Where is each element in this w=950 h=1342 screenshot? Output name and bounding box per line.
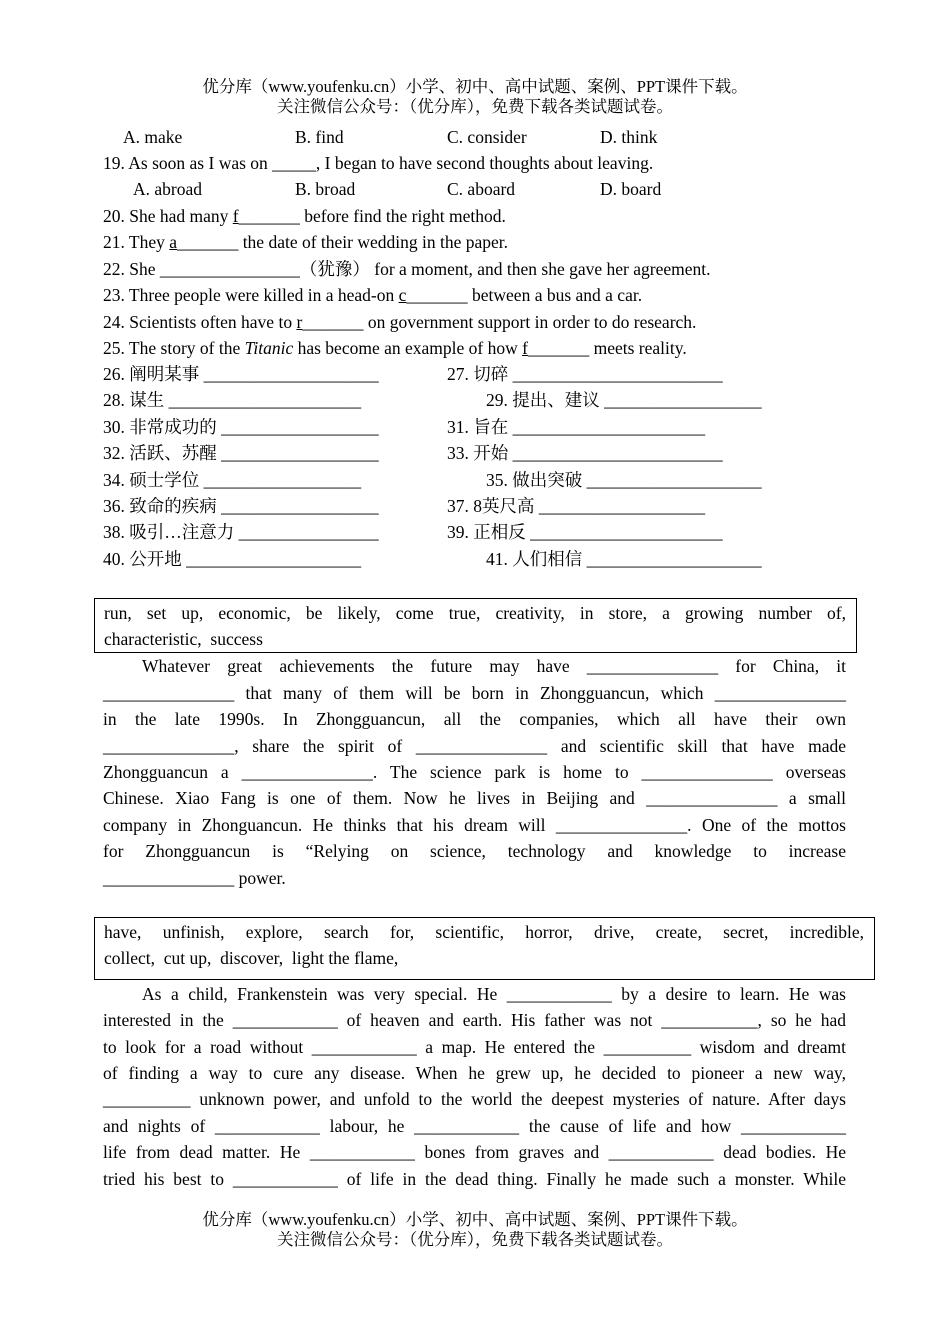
word-bank-2-line-2: collect, cut up, discover, light the flame, bbox=[104, 948, 399, 968]
vocab-item: 38. 吸引…注意力 ________________ bbox=[103, 522, 379, 542]
question-24: 24. Scientists often have to r_______ on government support in order to do research. bbox=[103, 312, 697, 332]
vocab-item: 30. 非常成功的 __________________ bbox=[103, 417, 379, 437]
passage-2-line: and nights of ____________ labour, he ____________ the cause of life and how ____________ bbox=[103, 1116, 846, 1136]
page-header bbox=[0, 77, 950, 117]
question-22: 22. She ________________（犹豫） for a moment, and then she gave her agreement. bbox=[103, 259, 711, 279]
footer-line-2: 关注微信公众号：（优分库），免费下载各类试题试卷。 bbox=[277, 1230, 673, 1249]
footer-line-1: 优分库（www.youfenku.cn）小学、初中、高中试题、案例、PPT课件下载。 bbox=[202, 1210, 748, 1229]
question-23: 23. Three people were killed in a head-on c_______ between a bus and a car. bbox=[103, 285, 643, 305]
vocab-item: 28. 谋生 ______________________ bbox=[103, 390, 362, 410]
q19-option-c: C. aboard bbox=[447, 179, 516, 199]
vocab-item: 33. 开始 ________________________ bbox=[447, 443, 723, 463]
passage-1-line: company in Zhonguancun. He thinks that his dream will _______________. One of the mottos bbox=[103, 815, 846, 835]
q20-blank: _______ bbox=[238, 206, 300, 226]
passage-1-line: _______________, share the spirit of _______________ and scientific skill that have made bbox=[103, 736, 846, 756]
word-bank-box-2 bbox=[94, 917, 875, 980]
vocab-item: 40. 公开地 ____________________ bbox=[103, 549, 362, 569]
passage-2-line: to look for a road without ____________ a map. He entered the __________ wisdom and dreamt bbox=[103, 1037, 846, 1057]
q20-hint-letter: f bbox=[232, 206, 239, 226]
q19-option-a: A. abroad bbox=[133, 179, 203, 199]
vocab-item: 35. 做出突破 ____________________ bbox=[486, 470, 762, 490]
vocab-item: 31. 旨在 ______________________ bbox=[447, 417, 706, 437]
header-line-1: 优分库（www.youfenku.cn）小学、初中、高中试题、案例、PPT课件下载。 bbox=[202, 77, 748, 96]
passage-2-line: tried his best to ____________ of life in the dead thing. Finally he made such a monster. While bbox=[103, 1169, 846, 1189]
vocab-item: 37. 8英尺高 ___________________ bbox=[447, 496, 706, 516]
q19-option-d: D. board bbox=[600, 179, 662, 199]
passage-2-line: life from dead matter. He ____________ bones from graves and ____________ dead bodies. He bbox=[103, 1142, 846, 1162]
passage-2-line: __________ unknown power, and unfold to the world the deepest mysteries of nature. After days bbox=[103, 1089, 846, 1109]
vocab-item: 32. 活跃、苏醒 __________________ bbox=[103, 443, 379, 463]
q23-hint-letter: c bbox=[398, 285, 407, 305]
q18-option-d: D. think bbox=[600, 127, 658, 147]
question-21: 21. They a_______ the date of their wedding in the paper. bbox=[103, 232, 509, 252]
q18-option-b: B. find bbox=[295, 127, 344, 147]
q24-hint-letter: r bbox=[296, 312, 303, 332]
q18-option-c: C. consider bbox=[447, 127, 527, 147]
passage-1-line: _______________ power. bbox=[103, 868, 286, 888]
header-line-2: 关注微信公众号：（优分库），免费下载各类试题试卷。 bbox=[277, 97, 673, 116]
q23-blank: _______ bbox=[406, 285, 468, 305]
passage-1-line: for Zhongguancun is “Relying on science, technology and knowledge to increase bbox=[103, 841, 846, 861]
passage-1-line: Chinese. Xiao Fang is one of them. Now he lives in Beijing and _______________ a small bbox=[103, 788, 846, 808]
q21-hint-letter: a bbox=[169, 232, 178, 252]
passage-1-line: Zhongguancun a _______________. The science park is home to _______________ overseas bbox=[103, 762, 846, 782]
question-25: 25. The story of the Titanic has become an example of how f_______ meets reality. bbox=[103, 338, 687, 358]
word-bank-2-line-1: have, unfinish, explore, search for, scientific, horror, drive, create, secret, incredible, bbox=[104, 922, 864, 942]
vocab-item: 29. 提出、建议 __________________ bbox=[486, 390, 762, 410]
passage-1-line: _______________ that many of them will be born in Zhongguancun, which _______________ bbox=[103, 683, 846, 703]
passage-2-line: As a child, Frankenstein was very special. He ____________ by a desire to learn. He was bbox=[142, 984, 846, 1004]
vocab-item: 36. 致命的疾病 __________________ bbox=[103, 496, 379, 516]
vocab-item: 41. 人们相信 ____________________ bbox=[486, 549, 762, 569]
question-20: 20. She had many f_______ before find the right method. bbox=[103, 206, 506, 226]
q19-option-b: B. broad bbox=[295, 179, 356, 199]
question-19: 19. As soon as I was on _____, I began to have second thoughts about leaving. bbox=[103, 153, 654, 173]
titanic-title: Titanic bbox=[244, 338, 294, 358]
vocab-item: 34. 硕士学位 __________________ bbox=[103, 470, 362, 490]
vocab-item: 27. 切碎 ________________________ bbox=[447, 364, 723, 384]
word-bank-1-line-2: characteristic, success bbox=[104, 629, 263, 649]
page-footer bbox=[0, 1210, 950, 1250]
passage-2-line: interested in the ____________ of heaven and earth. His father was not ___________, so he had bbox=[103, 1010, 846, 1030]
word-bank-1-line-1: run, set up, economic, be likely, come true, creativity, in store, a growing number of, bbox=[104, 603, 846, 623]
q21-blank: _______ bbox=[177, 232, 239, 252]
q18-option-a: A. make bbox=[123, 127, 183, 147]
q25-blank: _______ bbox=[527, 338, 590, 358]
passage-2-line: of finding a way to cure any disease. When he grew up, he decided to pioneer a new way, bbox=[103, 1063, 846, 1083]
vocab-item: 39. 正相反 ______________________ bbox=[447, 522, 723, 542]
q25-hint-letter: f bbox=[522, 338, 528, 358]
word-bank-box-1 bbox=[94, 598, 857, 653]
passage-1-line: in the late 1990s. In Zhongguancun, all the companies, which all have their own bbox=[103, 709, 846, 729]
passage-1-line: Whatever great achievements the future may have _______________ for China, it bbox=[142, 656, 846, 676]
vocab-item: 26. 阐明某事 ____________________ bbox=[103, 364, 379, 384]
q24-blank: _______ bbox=[302, 312, 364, 332]
